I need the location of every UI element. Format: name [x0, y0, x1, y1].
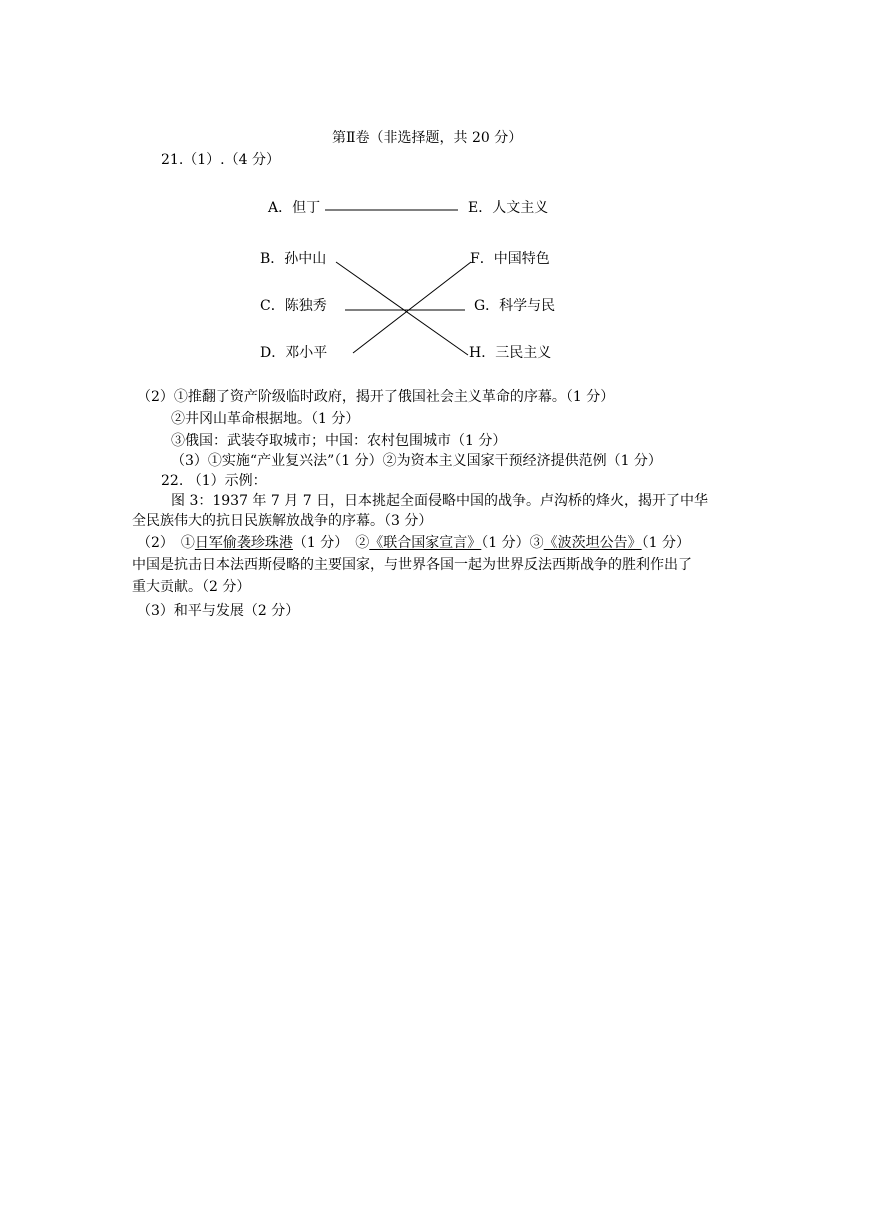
q21-part3: （3）①实施“产业复兴法”（1 分）②为资本主义国家干预经济提供范例（1 分） [171, 453, 662, 469]
match-right-f: F．中国特色 [470, 251, 550, 267]
q22-part1-line2: 全民族伟大的抗日民族解放战争的序幕。（3 分） [132, 513, 433, 529]
q22-part2-label: （2） ① [137, 535, 195, 551]
section-title: 第Ⅱ卷（非选择题，共 20 分） [332, 130, 523, 146]
q22-part2-line2: 中国是抗击日本法西斯侵略的主要国家，与世界各国一起为世界反法西斯战争的胜利作出了 [132, 557, 692, 573]
q22-part1-line1: 图 3：1937 年 7 月 7 日，日本挑起全面侵略中国的战争。卢沟桥的烽火，揭开了中华 [171, 493, 709, 509]
match-line-d-f [353, 262, 471, 353]
q22-part2-score1: （1 分） ② [292, 535, 370, 551]
q21-part2-3: ③俄国：武装夺取城市；中国：农村包围城市（1 分） [171, 433, 507, 449]
match-left-b: B．孙中山 [260, 251, 327, 267]
match-right-e: E．人文主义 [468, 200, 549, 216]
q21-part2-2: ②井冈山革命根据地。（1 分） [171, 411, 360, 427]
match-right-h: H．三民主义 [469, 345, 552, 361]
match-line-b-h [336, 262, 468, 355]
q22-part2-score2: （1 分）③ [481, 535, 544, 551]
q21-heading: 21.（1）.（4 分） [161, 152, 280, 168]
q22-part2-line3: 重大贡献。（2 分） [132, 579, 251, 595]
q22-part2-score3: （1 分） [641, 535, 690, 551]
answer-potsdam-declaration: 《波茨坦公告》 [543, 535, 642, 551]
q22-part2-line1 [137, 533, 690, 553]
match-right-g: G．科学与民 [474, 298, 556, 314]
match-left-d: D．邓小平 [260, 345, 328, 361]
answer-pearl-harbor: 日军偷袭珍珠港 [194, 535, 293, 551]
q22-heading: 22. （1）示例： [161, 473, 267, 489]
q21-part2-1: （2）①推翻了资产阶级临时政府，揭开了俄国社会主义革命的序幕。（1 分） [137, 389, 615, 405]
q22-part3: （3）和平与发展（2 分） [137, 603, 300, 619]
answer-united-nations-declaration: 《联合国家宣言》 [369, 535, 482, 551]
match-left-c: C．陈独秀 [260, 298, 327, 314]
match-left-a: A．但丁 [268, 200, 321, 216]
